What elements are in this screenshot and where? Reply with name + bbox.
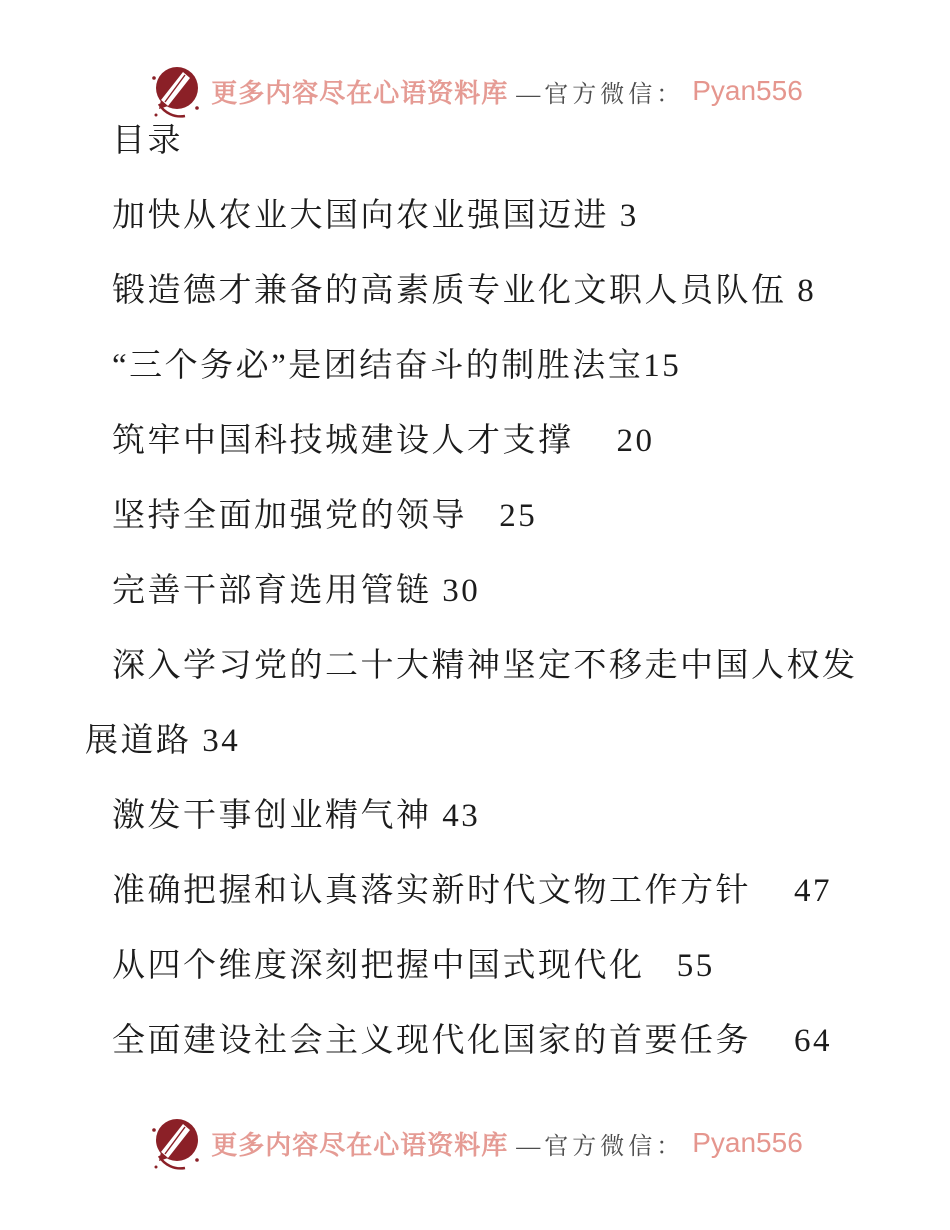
watermark-wechat-label: —官方微信： — [516, 1133, 685, 1160]
toc-entry — [85, 1004, 867, 1079]
toc-title: 目录 — [112, 123, 183, 159]
toc-entry — [85, 629, 867, 779]
toc-entry-title: 准确把握和认真落实新时代文物工作方针 — [112, 873, 751, 909]
toc-entry-page: 8 — [786, 273, 817, 309]
toc-entry-title: 加快从农业大国向农业强国迈进 — [112, 198, 609, 234]
watermark-brand-text: 更多内容尽在心语资料库 — [211, 1130, 509, 1160]
toc-entry-title: 坚持全面加强党的领导 — [112, 498, 467, 534]
toc-entry-title: 从四个维度深刻把握中国式现代化 — [112, 948, 645, 984]
toc-entry-title: “三个务必”是团结奋斗的制胜法宝 — [112, 348, 644, 384]
toc-entry-page: 43 — [431, 798, 481, 834]
toc-entry-title: 全面建设社会主义现代化国家的首要任务 — [112, 1023, 751, 1059]
footer-watermark — [0, 1114, 950, 1172]
toc-entry — [85, 404, 867, 479]
toc-entry-page: 30 — [431, 573, 481, 609]
toc-entry-page: 15 — [643, 348, 682, 384]
toc-entry — [85, 254, 867, 329]
toc-entry — [85, 854, 867, 929]
toc-entry — [85, 179, 867, 254]
toc-entry-page: 25 — [467, 498, 538, 534]
toc-entry — [85, 779, 867, 854]
toc-entry — [85, 929, 867, 1004]
table-of-contents — [85, 104, 867, 1079]
toc-entry-page: 64 — [751, 1023, 832, 1059]
toc-entry-title: 激发干事创业精气神 — [112, 798, 432, 834]
watermark-wechat-label: —官方微信： — [516, 81, 685, 108]
toc-entry-title: 筑牢中国科技城建设人才支撑 — [112, 423, 574, 459]
watermark-wechat-id: Pyan556 — [692, 1127, 803, 1158]
toc-entry — [85, 554, 867, 629]
pen-seal-icon — [147, 1114, 203, 1172]
toc-entry-page: 55 — [644, 948, 715, 984]
watermark-brand-text: 更多内容尽在心语资料库 — [211, 78, 509, 108]
toc-entry-title: 完善干部育选用管链 — [112, 573, 432, 609]
watermark-wechat-id: Pyan556 — [692, 75, 803, 106]
toc-entry-title: 深入学习党的二十大精神坚定不移走中国人权发展道路 — [85, 648, 858, 759]
toc-entry — [85, 479, 867, 554]
toc-entry-title: 锻造德才兼备的高素质专业化文职人员队伍 — [112, 273, 787, 309]
toc-entry-page: 47 — [751, 873, 832, 909]
toc-entry-page: 20 — [573, 423, 655, 459]
toc-entry — [85, 329, 867, 404]
toc-entry-page: 3 — [609, 198, 639, 234]
toc-entry-page: 34 — [191, 723, 241, 759]
